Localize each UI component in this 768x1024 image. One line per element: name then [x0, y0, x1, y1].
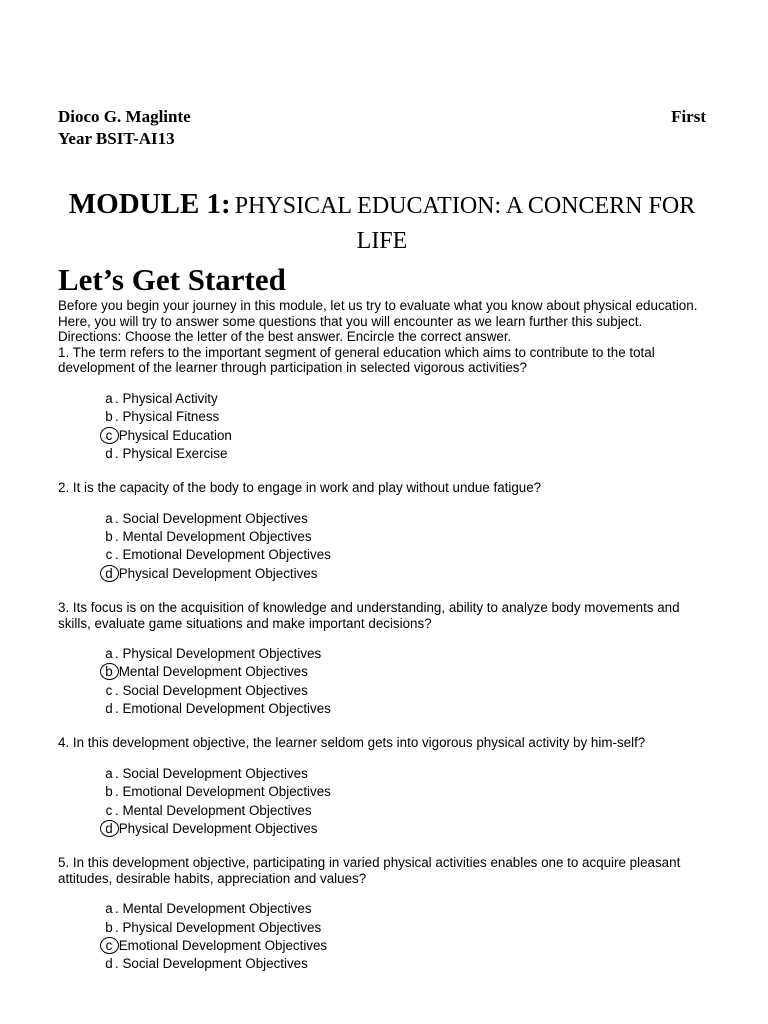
- choice-letter: b: [105, 409, 113, 425]
- question-text: 2. It is the capacity of the body to engage in work and play without undue fatigue?: [58, 480, 542, 496]
- choice-letter: c: [103, 937, 115, 955]
- document-page: [58, 106, 706, 973]
- choice-list: [58, 900, 706, 973]
- choice-period: .: [115, 547, 119, 563]
- choice-text: Emotional Development Objectives: [122, 784, 331, 800]
- choice-text: Social Development Objectives: [122, 765, 308, 781]
- choice-text: Social Development Objectives: [122, 682, 308, 698]
- choice-letter: b: [103, 663, 115, 681]
- choice-text: Mental Development Objectives: [122, 901, 312, 917]
- choice-item[interactable]: [103, 528, 706, 546]
- choice-item-selected[interactable]: [103, 565, 706, 583]
- choice-text: Physical Fitness: [122, 409, 220, 425]
- choice-list: [58, 390, 706, 463]
- choice-text: Emotional Development Objectives: [118, 937, 328, 953]
- author-header: [58, 106, 706, 150]
- module-label: MODULE 1:: [68, 188, 231, 220]
- choice-period: .: [115, 510, 119, 526]
- choice-letter: b: [105, 529, 113, 545]
- year-first: First: [671, 107, 706, 126]
- choice-item[interactable]: [103, 955, 706, 973]
- choice-period: .: [115, 409, 119, 425]
- choice-letter: a: [105, 765, 113, 781]
- choice-letter: d: [103, 565, 115, 583]
- choice-text: Social Development Objectives: [122, 956, 308, 972]
- choice-text: Physical Development Objectives: [118, 565, 318, 581]
- choice-text: Emotional Development Objectives: [122, 547, 331, 563]
- choice-item[interactable]: [103, 900, 706, 918]
- question-block: [58, 480, 706, 583]
- question-text: 1. The term refers to the important segment of general education which aims to contribute to the total development of the learner through participation in selected vigorous activities?: [58, 344, 655, 376]
- question-block: [58, 735, 706, 838]
- choice-list: [58, 645, 706, 718]
- choice-period: .: [115, 390, 119, 406]
- choice-period: .: [115, 529, 119, 545]
- choice-text: Social Development Objectives: [122, 510, 308, 526]
- choice-letter: d: [105, 701, 113, 717]
- choice-item[interactable]: [103, 700, 706, 718]
- choice-letter: a: [105, 901, 113, 917]
- choice-text: Mental Development Objectives: [118, 664, 308, 680]
- choice-letter: c: [105, 802, 113, 818]
- choice-list: [58, 765, 706, 838]
- author-name: Dioco G. Maglinte: [58, 107, 191, 126]
- choice-letter: d: [105, 956, 113, 972]
- choice-letter: a: [105, 510, 113, 526]
- question-text: 4. In this development objective, the learner seldom gets into vigorous physical activity by him-self?: [58, 735, 646, 751]
- choice-list: [58, 510, 706, 583]
- question-list: [58, 345, 706, 974]
- directions: Directions: Choose the letter of the best answer. Encircle the correct answer.: [58, 329, 512, 345]
- choice-item-selected[interactable]: [103, 937, 706, 955]
- question-block: [58, 855, 706, 973]
- choice-letter: d: [105, 445, 113, 461]
- module-subtitle: PHYSICAL EDUCATION: A CONCERN FOR LIFE: [234, 193, 696, 254]
- choice-period: .: [115, 682, 119, 698]
- choice-text: Mental Development Objectives: [122, 802, 312, 818]
- choice-item[interactable]: [103, 390, 706, 408]
- choice-period: .: [115, 445, 119, 461]
- choice-period: .: [115, 765, 119, 781]
- choice-item[interactable]: [103, 802, 706, 820]
- choice-letter: a: [105, 390, 113, 406]
- choice-period: .: [115, 802, 119, 818]
- choice-item[interactable]: [103, 765, 706, 783]
- choice-text: Physical Education: [118, 427, 232, 443]
- choice-letter: d: [103, 820, 115, 838]
- choice-item[interactable]: [103, 408, 706, 426]
- choice-item[interactable]: [103, 546, 706, 564]
- question-block: [58, 345, 706, 463]
- choice-letter: b: [105, 784, 113, 800]
- choice-item[interactable]: [103, 510, 706, 528]
- year-course: Year BSIT-AI13: [58, 129, 175, 148]
- question-text: 5. In this development objective, participating in varied physical activities enables one to acquire pleasant attitudes, desirable habits, appreciation and values?: [58, 855, 681, 886]
- choice-letter: b: [105, 919, 113, 935]
- choice-letter: c: [103, 427, 115, 445]
- choice-text: Emotional Development Objectives: [122, 701, 331, 717]
- choice-text: Physical Exercise: [122, 445, 228, 461]
- choice-text: Physical Activity: [122, 390, 218, 406]
- choice-period: .: [115, 919, 119, 935]
- choice-letter: c: [105, 682, 113, 698]
- intro-paragraph: Before you begin your journey in this module, let us try to evaluate what you know about physical education. Here, you will try to answer some questions that you will encounter as we learn further this subject.: [58, 298, 698, 329]
- choice-text: Physical Development Objectives: [122, 919, 322, 935]
- choice-item-selected[interactable]: [103, 427, 706, 445]
- choice-item[interactable]: [103, 645, 706, 663]
- choice-letter: a: [105, 646, 113, 662]
- choice-item[interactable]: [103, 783, 706, 801]
- choice-period: .: [115, 646, 119, 662]
- choice-item[interactable]: [103, 445, 706, 463]
- choice-text: Physical Development Objectives: [122, 646, 322, 662]
- choice-letter: c: [105, 547, 113, 563]
- choice-text: Mental Development Objectives: [122, 529, 312, 545]
- choice-item-selected[interactable]: [103, 663, 706, 681]
- question-block: [58, 600, 706, 718]
- section-heading: Let’s Get Started: [58, 262, 286, 297]
- choice-item-selected[interactable]: [103, 820, 706, 838]
- module-title: [58, 188, 706, 260]
- choice-item[interactable]: [103, 682, 706, 700]
- choice-text: Physical Development Objectives: [118, 820, 318, 836]
- choice-item[interactable]: [103, 919, 706, 937]
- question-text: 3. Its focus is on the acquisition of knowledge and understanding, ability to analyze body movements and skills, evaluate game situations and make important decisions?: [58, 599, 680, 631]
- choice-period: .: [115, 901, 119, 917]
- choice-period: .: [115, 701, 119, 717]
- choice-period: .: [115, 784, 119, 800]
- choice-period: .: [115, 956, 119, 972]
